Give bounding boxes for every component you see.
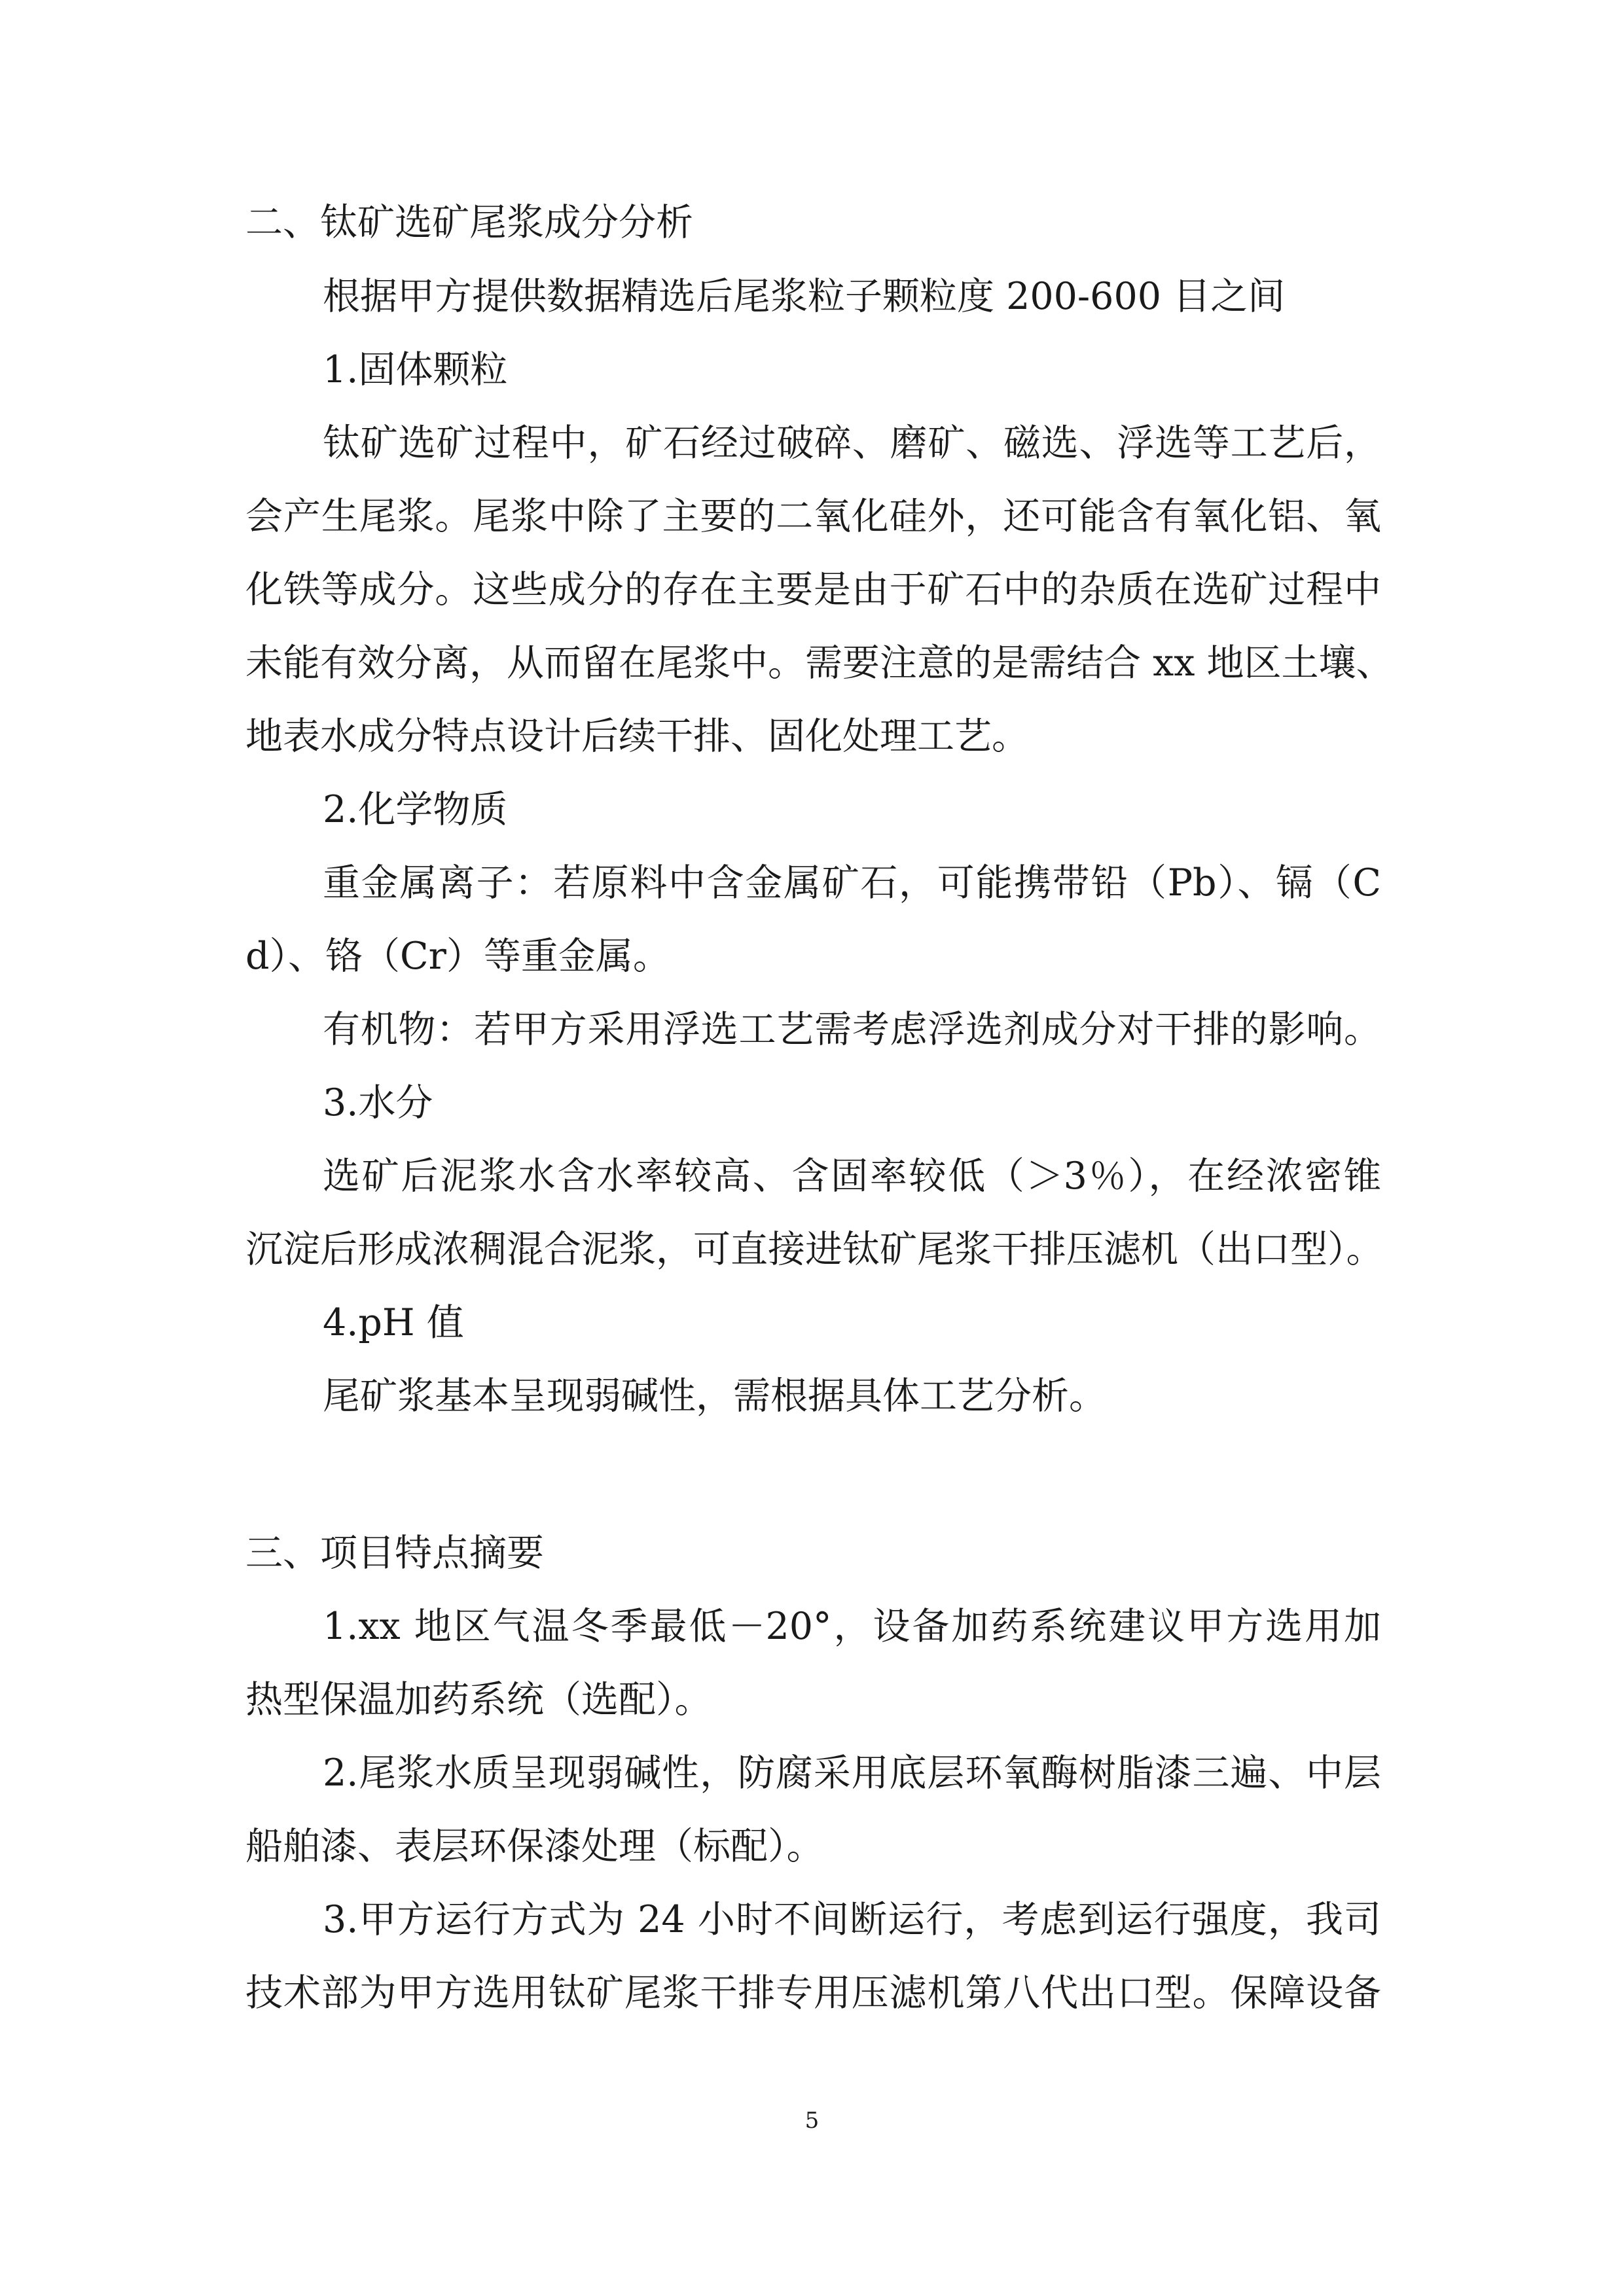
paragraph-line: 热型保温加药系统（选配）。 xyxy=(245,1678,712,1721)
paragraph-line: 3.甲方运行方式为 24 小时不间断运行，考虑到运行强度，我司 xyxy=(323,1898,1381,1941)
section-3-heading: 三、项目特点摘要 xyxy=(245,1532,544,1575)
paragraph-line: 船舶漆、表层环保漆处理（标配）。 xyxy=(245,1825,824,1868)
section-2-intro: 根据甲方提供数据精选后尾浆粒子颗粒度 200-600 目之间 xyxy=(323,275,1286,318)
paragraph-line: 未能有效分离，从而留在尾浆中。需要注意的是需结合 xx 地区土壤、 xyxy=(245,641,1394,685)
paragraph-line: 选矿后泥浆水含水率较高、含固率较低（＞3％），在经浓密锥 xyxy=(323,1155,1381,1198)
paragraph-line: 2.尾浆水质呈现弱碱性，防腐采用底层环氧酶树脂漆三遍、中层 xyxy=(323,1751,1381,1795)
paragraph-line: 化铁等成分。这些成分的存在主要是由于矿石中的杂质在选矿过程中 xyxy=(245,568,1381,611)
section-2-heading: 二、钛矿选矿尾浆成分分析 xyxy=(245,201,693,244)
item-3-title: 3.水分 xyxy=(323,1081,433,1124)
paragraph-line: 地表水成分特点设计后续干排、固化处理工艺。 xyxy=(245,715,1029,758)
paragraph-line: 尾矿浆基本呈现弱碱性，需根据具体工艺分析。 xyxy=(323,1374,1106,1418)
item-1-title: 1.固体颗粒 xyxy=(323,348,508,391)
paragraph-line: 钛矿选矿过程中，矿石经过破碎、磨矿、磁选、浮选等工艺后， xyxy=(323,422,1381,465)
paragraph-line: 重金属离子：若原料中含金属矿石，可能携带铅（Pb）、镉（C xyxy=(323,861,1381,905)
paragraph-line: 技术部为甲方选用钛矿尾浆干排专用压滤机第八代出口型。保障设备 xyxy=(245,1971,1381,2015)
paragraph-line: 沉淀后形成浓稠混合泥浆，可直接进钛矿尾浆干排压滤机（出口型）。 xyxy=(245,1228,1384,1271)
page-number: 5 xyxy=(804,2108,820,2134)
item-2-title: 2.化学物质 xyxy=(323,788,508,831)
paragraph-line: 有机物：若甲方采用浮选工艺需考虑浮选剂成分对干排的影响。 xyxy=(323,1008,1381,1051)
item-4-title: 4.pH 值 xyxy=(323,1301,464,1344)
paragraph-line: 会产生尾浆。尾浆中除了主要的二氧化硅外，还可能含有氧化铝、氧 xyxy=(245,495,1381,538)
paragraph-line: 1.xx 地区气温冬季最低－20°，设备加药系统建议甲方选用加 xyxy=(323,1605,1381,1648)
paragraph-line: d）、铬（Cr）等重金属。 xyxy=(245,935,670,978)
